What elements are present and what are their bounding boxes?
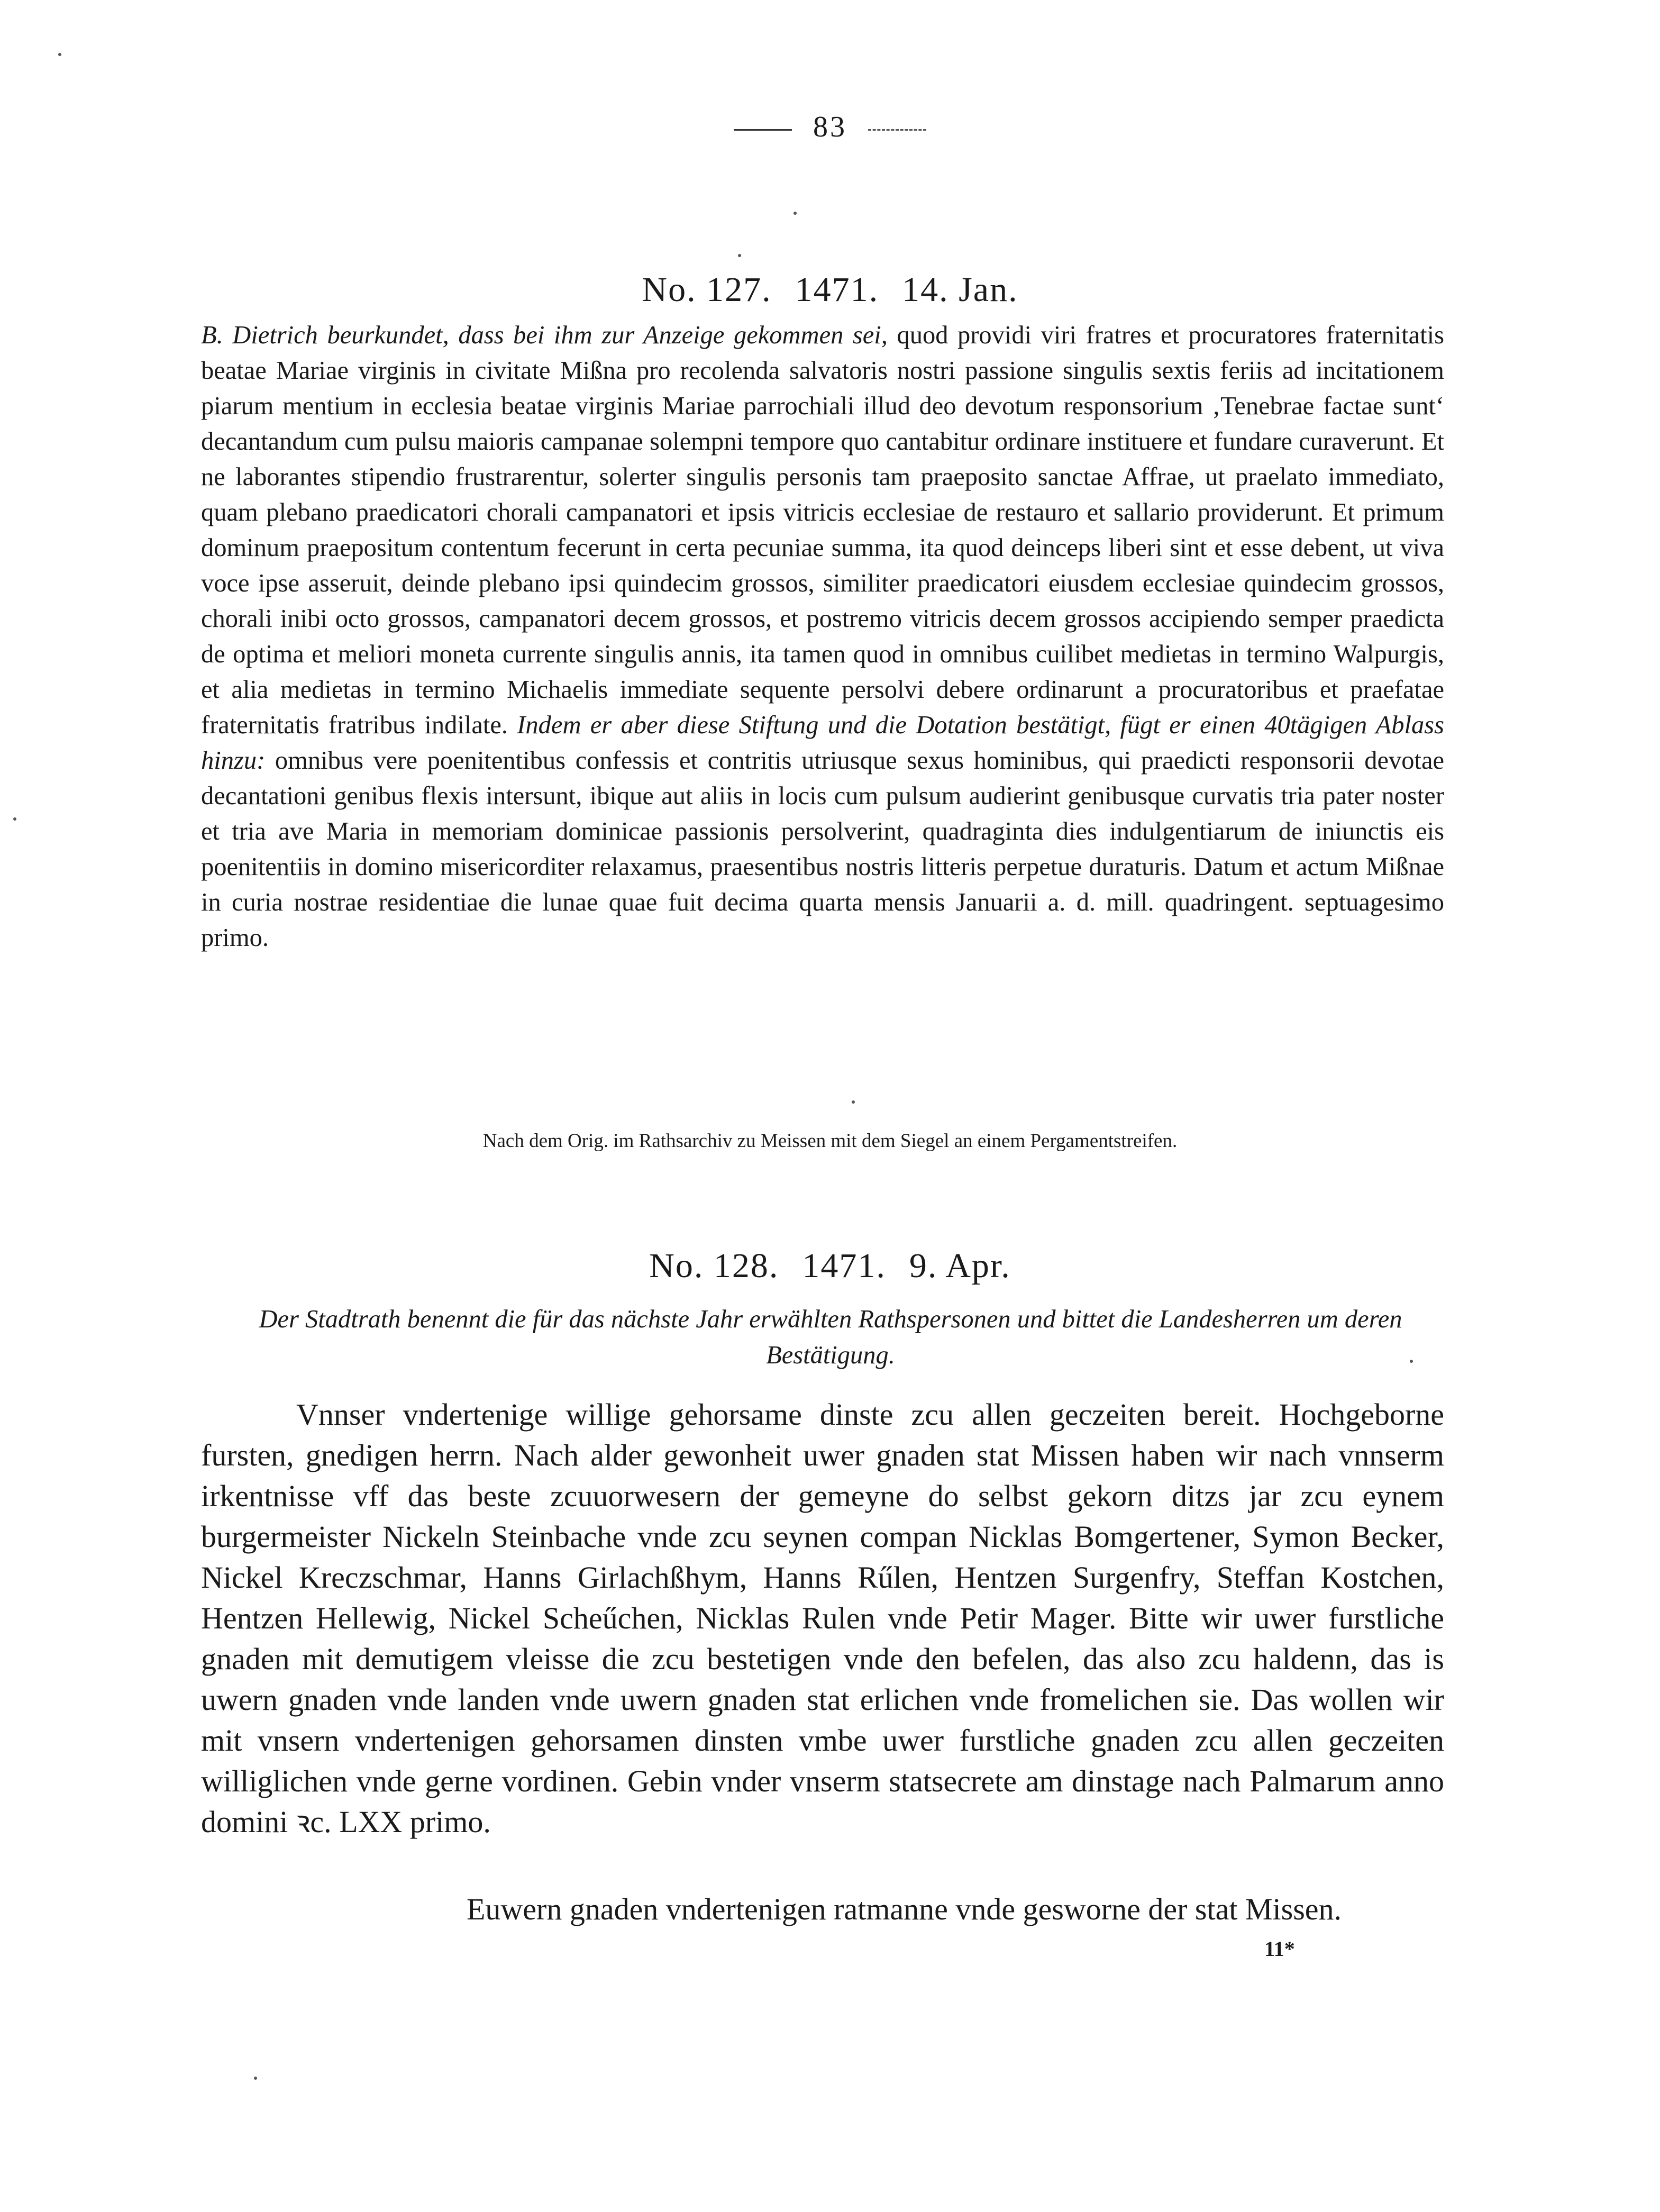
doc127-body-part1: quod providi viri fratres et procuratores fraternitatis beatae Mariae virginis in civitate Mißna pro recolenda salvatoris nostri passione singulis sextis feriis ad incitationem piarum mentium in ecclesia beatae virginis Mariae parrochiali illud deo devotum responsorium ‚Tenebrae factae sunt‘ decantandum cum pulsu maioris campanae solempni tempore quo cantabitur ordinare instituere et fundare curaverunt. Et ne laborantes stipendio frustrarentur, solerter singulis personis tam praeposito sanctae Affrae, ut praelato immediato, quam plebano praedicatori chorali campanatori et ipsis vitricis ecclesiae de restauro et sallario providerunt. Et primum dominum praepositum contentum fecerunt in certa pecuniae summa, ita quod deinceps liberi sint et esse debent, ut viva voce ipse asseruit, deinde plebano ipsi quindecim grossos, similiter praedicatori eiusdem ecclesiae quindecim grossos, chorali inibi octo grossos, campanatori decem grossos, et postremo vitricis decem grossos accipiendo semper praedicta de optima et meliori moneta currente singulis annis, ita tamen quod in omnibus cuilibet medietas in termino Walpurgis, et alia medietas in termino Michaelis immediate sequente persolvi debere ordinarunt a procuratoribus et praefatae fraternitatis fratribus indilate. xyxy=(201,321,1445,739)
signature-mark: 11* xyxy=(1264,1937,1295,1961)
doc127-source-note: Nach dem Orig. im Rathsarchiv zu Meissen mit dem Siegel an einem Pergamentstreifen. xyxy=(482,1130,1178,1152)
page-number: 83 xyxy=(813,111,847,143)
doc127-paragraph xyxy=(201,317,1444,955)
doc127-text xyxy=(201,317,1444,955)
scan-speck xyxy=(793,212,797,215)
scan-speck xyxy=(738,254,741,257)
doc127-number: No. 127. xyxy=(642,270,772,309)
doc128-letter xyxy=(201,1394,1444,1842)
page-header xyxy=(0,110,1660,144)
doc128-letter-body: Vnnser vndertenige willige gehorsame dinste zcu allen geczeiten bereit. Hochgeborne fursten, gnedigen herrn. Nach alder gewonheit uwer gnaden stat Missen haben wir nach vnnserm irkentnisse vff das beste zcuuorwesern der gemeyne do selbst gekorn ditzs jar zcu eynem burgermeister Nickeln Steinbache vnde zcu seynen compan Nicklas Bomgertener, Symon Becker, Nickel Kreczschmar, Hanns Girlachßhym, Hanns Rűlen, Hentzen Surgenfry, Steffan Kostchen, Hentzen Hellewig, Nickel Scheűchen, Nicklas Rulen vnde Petir Mager. Bitte wir uwer furstliche gnaden mit demutigem vleisse die zcu bestetigen vnde den befelen, das also zcu haldenn, das is uwern gnaden vnde landen vnde uwern gnaden stat erlichen vnde fromelichen sie. Das wollen wir mit vnsern vndertenigen gehorsamen dinsten vmbe uwer furstliche gnaden zcu allen geczeiten williglichen vnde gerne vordinen. Gebin vnder vnserm statsecrete am dinstage nach Palmarum anno domini ꝛc. LXX primo. xyxy=(201,1397,1444,1839)
scan-speck xyxy=(58,53,61,56)
doc127-date: 14. Jan. xyxy=(902,270,1018,309)
scan-speck xyxy=(13,817,16,821)
doc128-heading xyxy=(0,1246,1660,1286)
scan-speck xyxy=(1410,1360,1413,1363)
header-rule-right xyxy=(868,129,926,131)
doc128-number: No. 128. xyxy=(649,1246,779,1285)
doc127-year: 1471. xyxy=(795,270,879,309)
scan-speck xyxy=(852,1100,855,1104)
doc127-intro: B. Dietrich beurkundet, dass bei ihm zur Anzeige gekommen sei, xyxy=(201,321,888,349)
doc128-year: 1471. xyxy=(802,1246,886,1285)
doc128-date: 9. Apr. xyxy=(909,1246,1011,1285)
doc128-closing: Euwern gnaden vndertenigen ratmanne vnde gesworne der stat Missen. xyxy=(466,1892,1342,1926)
doc127-middle-note: Indem er aber diese Stiftung und die Dotation bestätigt, fügt er einen 40tägigen Ablass hinzu: xyxy=(201,711,1444,775)
doc127-body-part2: omnibus vere poenitentibus confessis et contritis utriusque sexus hominibus, qui praedicti responsorii devotae decantationi genibus flexis intersunt, ibique aut aliis in locis cum pulsum audierint genibusque curvatis tria pater noster et tria ave Maria in memoriam dominicae passionis persolverint, quadraginta dies indulgentiarum de iniunctis eis poenitentiis in domino misericorditer relaxamus, praesentibus nostris litteris perpetue duraturis. Datum et actum Mißnae in curia nostrae residentiae die lunae quae fuit decima quarta mensis Januarii a. d. mill. quadringent. septuagesimo primo. xyxy=(201,747,1445,952)
header-rule-left xyxy=(734,129,792,131)
doc128-summary: Der Stadtrath benennt die für das nächste Jahr erwählten Rathspersonen und bittet die Landesherren um deren Bestätigung. xyxy=(259,1305,1402,1369)
doc127-heading xyxy=(0,270,1660,310)
scan-speck xyxy=(254,2077,257,2080)
